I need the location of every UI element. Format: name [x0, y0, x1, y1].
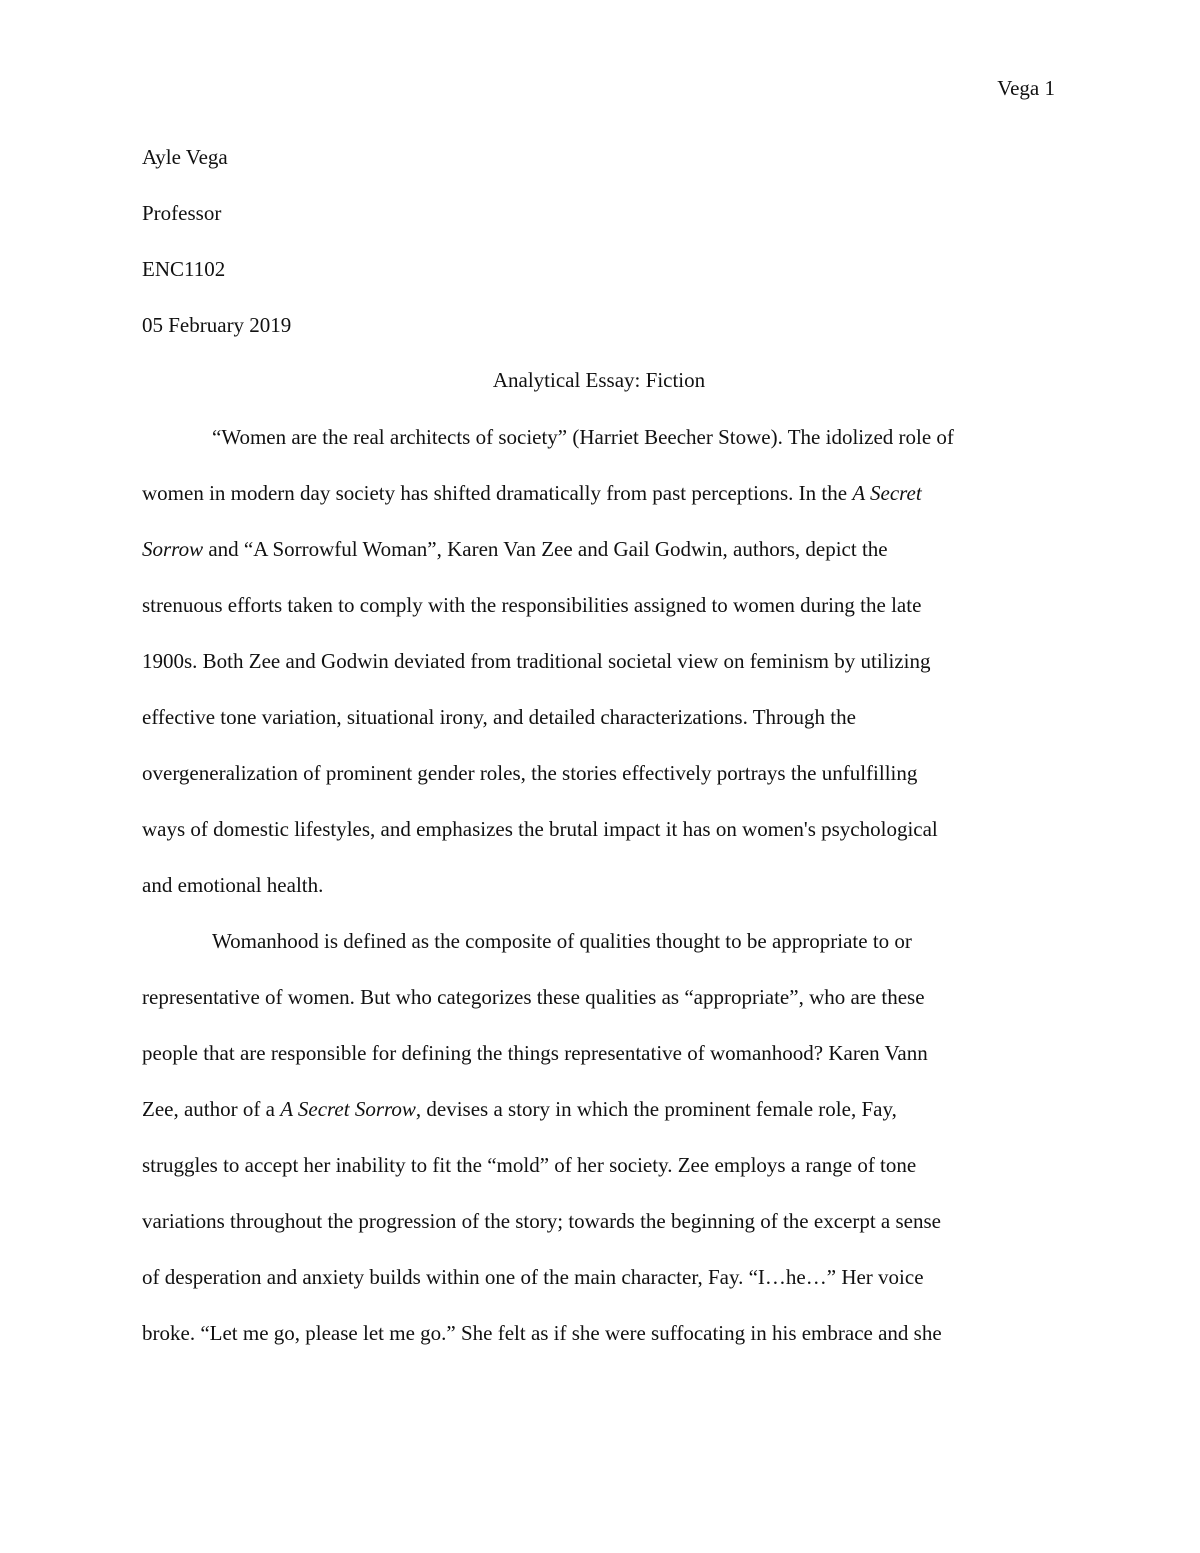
text-run: women in modern day society has shifted dramatically from past perceptions. In the — [142, 481, 853, 505]
essay-title: Analytical Essay: Fiction — [492, 368, 706, 392]
paragraph-1-line-1: “Women are the real architects of society” (Harriet Beecher Stowe). The idolized role of — [212, 425, 954, 449]
paragraph-1-line-9: and emotional health. — [142, 873, 324, 897]
professor-name: Professor — [142, 201, 222, 225]
paragraph-1-line-5: 1900s. Both Zee and Godwin deviated from traditional societal view on feminism by utilizing — [142, 649, 931, 673]
paragraph-1-line-7: overgeneralization of prominent gender roles, the stories effectively portrays the unfulfilling — [142, 761, 918, 785]
student-name: Ayle Vega — [142, 145, 228, 169]
paragraph-1-line-8: ways of domestic lifestyles, and emphasizes the brutal impact it has on women's psychological — [142, 817, 938, 841]
paragraph-2-line-5: struggles to accept her inability to fit the “mold” of her society. Zee employs a range of tone — [142, 1153, 917, 1177]
text-run: and “A Sorrowful Woman”, Karen Van Zee and Gail Godwin, authors, depict the — [203, 537, 888, 561]
text-run: Zee, author of a — [142, 1097, 281, 1121]
text-run: , devises a story in which the prominent female role, Fay, — [415, 1097, 897, 1121]
paragraph-1-line-2 — [142, 479, 922, 507]
paragraph-1-line-4: strenuous efforts taken to comply with the responsibilities assigned to women during the late — [142, 593, 922, 617]
paragraph-1-line-3 — [142, 535, 888, 563]
paragraph-1-line-6: effective tone variation, situational irony, and detailed characterizations. Through the — [142, 705, 856, 729]
paragraph-2-line-2: representative of women. But who categorizes these qualities as “appropriate”, who are these — [142, 985, 925, 1009]
paragraph-2-line-7: of desperation and anxiety builds within one of the main character, Fay. “I…he…” Her voice — [142, 1265, 924, 1289]
paragraph-2-line-8: broke. “Let me go, please let me go.” She felt as if she were suffocating in his embrace and she — [142, 1321, 942, 1345]
title-italic: A Secret Sorrow — [280, 1097, 416, 1121]
paragraph-2-line-6: variations throughout the progression of the story; towards the beginning of the excerpt a sense — [142, 1209, 941, 1233]
running-head: Vega 1 — [997, 76, 1055, 100]
title-italic: A Secret — [852, 481, 922, 505]
paragraph-2-line-4 — [142, 1095, 897, 1123]
mla-heading — [142, 143, 1056, 367]
paragraph-2-line-3: people that are responsible for defining the things representative of womanhood? Karen Vann — [142, 1041, 928, 1065]
paragraph-2-line-1: Womanhood is defined as the composite of qualities thought to be appropriate to or — [212, 929, 912, 953]
title-italic: Sorrow — [142, 537, 204, 561]
essay-date: 05 February 2019 — [142, 313, 292, 337]
course-code: ENC1102 — [142, 257, 226, 281]
